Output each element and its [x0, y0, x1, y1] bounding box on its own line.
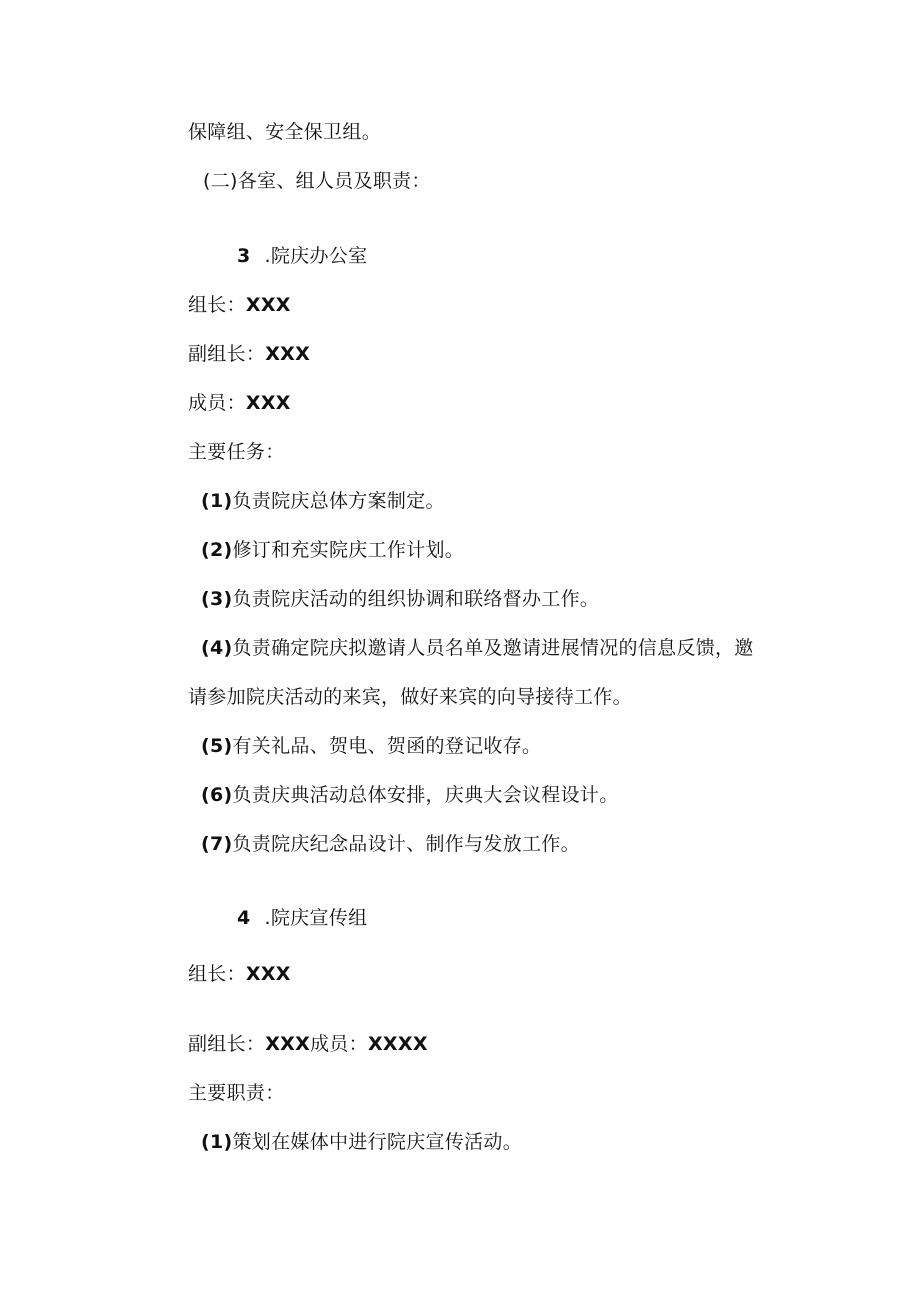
deputy-line: [188, 342, 310, 366]
list-text: 负责院庆纪念品设计、制作与发放工作。: [232, 833, 580, 855]
list-item: [201, 1130, 522, 1154]
section-heading: (二)各室、组人员及职责：: [203, 170, 431, 192]
list-text: 负责确定院庆拟邀请人员名单及邀请进展情况的信息反馈，邀: [232, 637, 754, 659]
list-item: [201, 538, 464, 562]
leader-label: 组长：: [188, 963, 246, 985]
list-item: [201, 783, 619, 807]
list-text: 负责院庆活动的组织协调和联络督办工作。: [232, 588, 600, 610]
list-number: (3): [201, 588, 233, 610]
section-number: 4: [237, 907, 251, 929]
list-number: (2): [201, 539, 233, 561]
list-number: (4): [201, 637, 233, 659]
list-text: 请参加院庆活动的来宾，做好来宾的向导接待工作。: [188, 686, 632, 708]
leader-name: XXX: [245, 294, 291, 316]
member-name: XXXX: [367, 1033, 428, 1055]
member-name: XXX: [245, 392, 291, 414]
duties-label-line: [188, 1081, 285, 1105]
list-text: 有关礼品、贺电、贺函的登记收存。: [232, 735, 542, 757]
deputy-name: XXX: [265, 343, 311, 365]
leader-name: XXX: [245, 963, 291, 985]
list-item-continuation: [188, 685, 632, 709]
list-number: (1): [201, 490, 233, 512]
list-item: [201, 734, 541, 758]
leader-line: [188, 293, 291, 317]
leader-line: [188, 962, 291, 986]
tasks-label: 主要任务：: [188, 441, 285, 463]
leader-label: 组长：: [188, 294, 246, 316]
list-number: (5): [201, 735, 233, 757]
list-item: [201, 636, 754, 660]
deputy-name: XXX: [265, 1033, 311, 1055]
list-number: (7): [201, 833, 233, 855]
section-number: 3: [237, 245, 251, 267]
list-text: 策划在媒体中进行院庆宣传活动。: [232, 1131, 523, 1153]
list-text: 负责院庆总体方案制定。: [232, 490, 445, 512]
text-line: [188, 120, 381, 144]
member-label: 成员：: [188, 392, 246, 414]
list-text: 修订和充实院庆工作计划。: [232, 539, 465, 561]
text-line: [203, 169, 431, 193]
list-number: (1): [201, 1131, 233, 1153]
member-label: 成员：: [310, 1033, 368, 1055]
list-item: [201, 587, 599, 611]
list-item: [201, 489, 445, 513]
section-title: .院庆宣传组: [264, 907, 368, 929]
list-item: [201, 832, 580, 856]
tasks-label-line: [188, 440, 285, 464]
section-3-heading: [237, 244, 367, 268]
section-4-heading: [237, 906, 367, 930]
list-number: (6): [201, 784, 233, 806]
section-title: .院庆办公室: [264, 245, 368, 267]
member-line: [188, 391, 291, 415]
paragraph-text: 保障组、安全保卫组。: [188, 121, 382, 143]
duties-label: 主要职责：: [188, 1082, 285, 1104]
list-text: 负责庆典活动总体安排，庆典大会议程设计。: [232, 784, 619, 806]
deputy-member-line: [188, 1032, 428, 1056]
deputy-label: 副组长：: [188, 343, 266, 365]
deputy-label: 副组长：: [188, 1033, 266, 1055]
